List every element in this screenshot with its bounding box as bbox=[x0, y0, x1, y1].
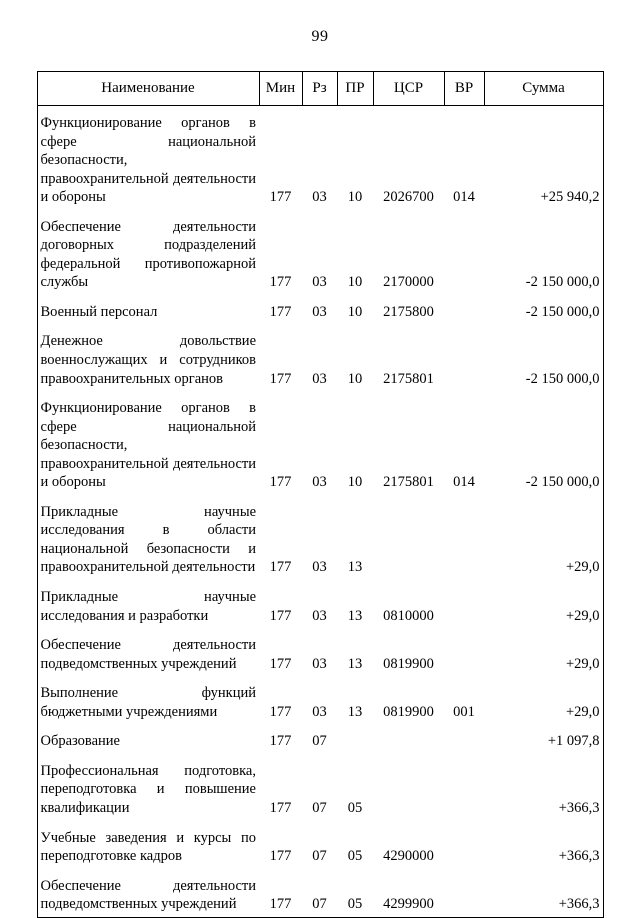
cell-pr: 10 bbox=[347, 474, 363, 491]
cell-pr bbox=[337, 724, 373, 754]
cell-sum: +29,0 bbox=[565, 655, 600, 672]
cell-sum: -2 150 000,0 bbox=[525, 303, 600, 320]
table-header bbox=[37, 72, 603, 106]
cell-csr: 2026700 bbox=[383, 189, 434, 206]
cell-vr: 001 bbox=[453, 703, 475, 720]
table-row bbox=[37, 391, 603, 495]
table-row bbox=[37, 495, 603, 580]
budget-table bbox=[37, 71, 604, 918]
cell-rz: 07 bbox=[312, 733, 327, 750]
cell-pr: 10 bbox=[347, 189, 363, 206]
cell-min: 177 bbox=[269, 370, 292, 387]
cell-min: 177 bbox=[269, 303, 292, 320]
cell-csr bbox=[373, 754, 444, 821]
cell-pr: 13 bbox=[347, 559, 363, 576]
table-row bbox=[37, 724, 603, 754]
table-row bbox=[37, 869, 603, 918]
table-row bbox=[37, 210, 603, 295]
cell-pr: 05 bbox=[347, 848, 363, 865]
cell-sum: -2 150 000,0 bbox=[525, 370, 600, 387]
cell-name: Выполнение функций бюджетными учреждениями bbox=[40, 685, 256, 720]
cell-min: 177 bbox=[269, 607, 292, 624]
cell-name: Прикладные научные исследования и разработки bbox=[40, 589, 256, 624]
cell-rz: 07 bbox=[312, 799, 327, 816]
cell-csr: 4290000 bbox=[383, 848, 434, 865]
cell-csr: 2175801 bbox=[383, 474, 434, 491]
cell-min: 177 bbox=[269, 799, 292, 816]
cell-pr: 05 bbox=[347, 799, 363, 816]
cell-rz: 03 bbox=[312, 274, 327, 291]
column-header-min: Мин bbox=[259, 72, 302, 106]
cell-csr bbox=[373, 724, 444, 754]
cell-min: 177 bbox=[269, 189, 292, 206]
table-row bbox=[37, 821, 603, 869]
cell-min: 177 bbox=[269, 848, 292, 865]
column-header-sum: Сумма bbox=[484, 72, 603, 106]
table-row bbox=[37, 676, 603, 724]
cell-pr: 13 bbox=[347, 703, 363, 720]
cell-csr: 0819900 bbox=[383, 655, 434, 672]
cell-name: Обеспечение деятельности договорных подразделений федеральной противопожарной службы bbox=[40, 218, 256, 291]
cell-pr: 13 bbox=[347, 607, 363, 624]
column-header-rz: Рз bbox=[302, 72, 337, 106]
cell-sum: +29,0 bbox=[565, 607, 600, 624]
cell-rz: 03 bbox=[312, 607, 327, 624]
cell-vr bbox=[444, 724, 484, 754]
column-header-name: Наименование bbox=[37, 72, 259, 106]
cell-sum: +366,3 bbox=[558, 848, 600, 865]
cell-min: 177 bbox=[269, 703, 292, 720]
cell-rz: 03 bbox=[312, 655, 327, 672]
cell-csr: 0819900 bbox=[383, 703, 434, 720]
cell-csr: 2175801 bbox=[383, 370, 434, 387]
page-number: 99 bbox=[311, 28, 329, 45]
cell-rz: 03 bbox=[312, 474, 327, 491]
table-row bbox=[37, 106, 603, 210]
cell-vr: 014 bbox=[453, 474, 475, 491]
cell-pr: 10 bbox=[347, 274, 363, 291]
cell-csr bbox=[373, 495, 444, 580]
table-row bbox=[37, 324, 603, 391]
cell-rz: 03 bbox=[312, 189, 327, 206]
cell-min: 177 bbox=[269, 474, 292, 491]
cell-sum: -2 150 000,0 bbox=[525, 274, 600, 291]
column-header-csr: ЦСР bbox=[373, 72, 444, 106]
cell-vr bbox=[444, 821, 484, 869]
cell-sum: -2 150 000,0 bbox=[525, 474, 600, 491]
cell-name: Обеспечение деятельности подведомственных учреждений bbox=[40, 877, 256, 913]
cell-vr bbox=[444, 628, 484, 676]
cell-rz: 03 bbox=[312, 303, 327, 320]
cell-csr: 2175800 bbox=[383, 303, 434, 320]
table-row bbox=[37, 295, 603, 325]
table-header-row bbox=[37, 72, 603, 106]
table-body bbox=[37, 106, 603, 918]
cell-rz: 07 bbox=[312, 848, 327, 865]
cell-rz: 03 bbox=[312, 703, 327, 720]
cell-sum: +1 097,8 bbox=[547, 733, 600, 750]
cell-min: 177 bbox=[269, 896, 292, 913]
cell-sum: +366,3 bbox=[558, 896, 600, 913]
table-row bbox=[37, 628, 603, 676]
cell-rz: 03 bbox=[312, 370, 327, 387]
cell-sum: +29,0 bbox=[565, 559, 600, 576]
column-header-vr: ВР bbox=[444, 72, 484, 106]
cell-csr: 0810000 bbox=[383, 607, 434, 624]
cell-name: Военный персонал bbox=[40, 303, 158, 320]
cell-sum: +366,3 bbox=[558, 799, 600, 816]
cell-vr bbox=[444, 324, 484, 391]
cell-pr: 05 bbox=[347, 896, 363, 913]
cell-csr: 4299900 bbox=[383, 896, 434, 913]
cell-vr bbox=[444, 754, 484, 821]
cell-csr: 2170000 bbox=[383, 274, 434, 291]
cell-min: 177 bbox=[269, 274, 292, 291]
cell-rz: 07 bbox=[312, 896, 327, 913]
cell-pr: 10 bbox=[347, 370, 363, 387]
cell-name: Обеспечение деятельности подведомственных учреждений bbox=[40, 637, 256, 672]
cell-rz: 03 bbox=[312, 559, 327, 576]
cell-vr: 014 bbox=[453, 189, 475, 206]
cell-name: Профессиональная подготовка, переподготовка и повышение квалификации bbox=[40, 762, 256, 816]
cell-vr bbox=[444, 495, 484, 580]
cell-name: Денежное довольствие военнослужащих и сотрудников правоохранительных органов bbox=[40, 333, 256, 387]
cell-sum: +25 940,2 bbox=[540, 189, 600, 206]
table-row bbox=[37, 580, 603, 628]
cell-vr bbox=[444, 295, 484, 325]
cell-name: Функционирование органов в сфере национальной безопасности, правоохранительной деятельности и обороны bbox=[40, 115, 256, 206]
cell-min: 177 bbox=[269, 559, 292, 576]
cell-min: 177 bbox=[269, 733, 292, 750]
table-row bbox=[37, 754, 603, 821]
cell-pr: 10 bbox=[347, 303, 363, 320]
cell-name: Образование bbox=[40, 733, 120, 750]
column-header-pr: ПР bbox=[337, 72, 373, 106]
cell-min: 177 bbox=[269, 655, 292, 672]
cell-vr bbox=[444, 210, 484, 295]
cell-pr: 13 bbox=[347, 655, 363, 672]
cell-vr bbox=[444, 869, 484, 918]
cell-name: Прикладные научные исследования в области национальной безопасности и правоохранительной деятельности bbox=[40, 503, 256, 576]
cell-name: Учебные заведения и курсы по переподготовке кадров bbox=[40, 829, 256, 865]
cell-sum: +29,0 bbox=[565, 703, 600, 720]
cell-vr bbox=[444, 580, 484, 628]
cell-name: Функционирование органов в сфере национальной безопасности, правоохранительной деятельности и обороны bbox=[40, 400, 256, 491]
